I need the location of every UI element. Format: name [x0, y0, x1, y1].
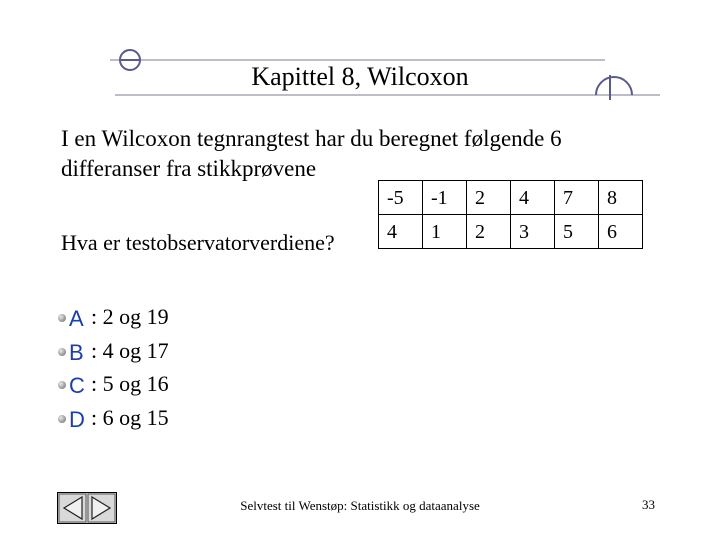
table-cell: 8: [599, 181, 643, 215]
option-letter: B: [69, 340, 84, 365]
bullet-icon: [58, 381, 66, 389]
option-text: : 5 og 16: [91, 371, 169, 396]
table-cell: 4: [379, 215, 423, 249]
option-letter: D: [69, 407, 85, 432]
bullet-icon: [58, 415, 66, 423]
table-cell: -1: [423, 181, 467, 215]
next-button[interactable]: [88, 494, 115, 522]
table-cell: 3: [511, 215, 555, 249]
question-text: I en Wilcoxon tegnrangtest har du beregnet følgende 6 differanser fra stikkprøvene: [61, 126, 562, 181]
table-cell: 2: [467, 215, 511, 249]
differences-table: [378, 180, 643, 249]
navigation-buttons: [57, 492, 117, 524]
table-cell: 4: [511, 181, 555, 215]
previous-button[interactable]: [59, 494, 86, 522]
nav-arrows: [58, 493, 116, 523]
option-text: : 4 og 17: [91, 338, 169, 363]
option-text: : 6 og 15: [91, 405, 169, 430]
bullet-icon: [58, 314, 66, 322]
option-letter: C: [69, 373, 85, 398]
table-row: [379, 181, 643, 215]
slide-title: Kapittel 8, Wilcoxon: [251, 62, 469, 91]
option-text: : 2 og 19: [91, 304, 169, 329]
bullet-icon: [58, 348, 66, 356]
footer-text: Selvtest til Wenstøp: Statistikk og dataanalyse: [240, 498, 480, 513]
page-number: 33: [642, 497, 655, 512]
table-cell: 7: [555, 181, 599, 215]
table-cell: 2: [467, 181, 511, 215]
table-cell: -5: [379, 181, 423, 215]
option-letter: A: [69, 306, 84, 331]
prompt-text: Hva er testobservatorverdiene?: [61, 230, 335, 255]
table-cell: 5: [555, 215, 599, 249]
table-cell: 1: [423, 215, 467, 249]
table-cell: 6: [599, 215, 643, 249]
table-row: [379, 215, 643, 249]
